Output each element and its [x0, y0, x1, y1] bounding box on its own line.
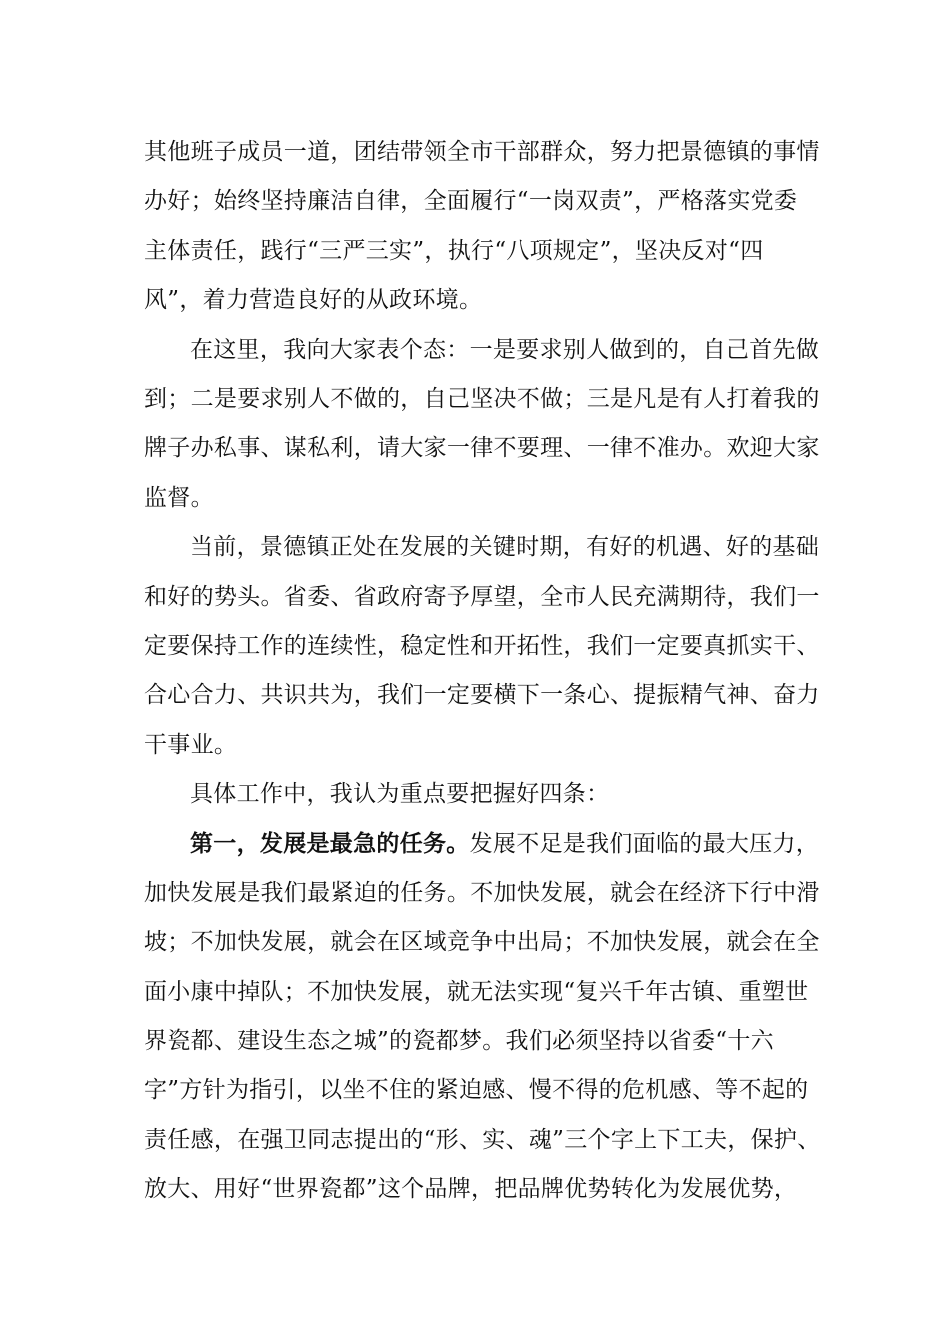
- text-line: 和好的势头。省委、省政府寄予厚望，全市人民充满期待，我们一: [144, 583, 820, 610]
- text-line: 监督。: [144, 484, 214, 511]
- text-line: 主体责任，践行“三严三实”，执行“八项规定”，坚决反对“四: [144, 237, 764, 264]
- paragraph-5: [144, 819, 824, 1214]
- text-line: 到；二是要求别人不做的，自己坚决不做；三是凡是有人打着我的: [144, 385, 820, 412]
- text-line: 责任感，在强卫同志提出的“形、实、魂”三个字上下工夫，保护、: [144, 1126, 821, 1153]
- paragraph-1: [144, 128, 824, 326]
- paragraph-2: [144, 326, 824, 524]
- text-line: 定要保持工作的连续性，稳定性和开拓性，我们一定要真抓实干、: [144, 632, 820, 659]
- text-line: 字”方针为指引，以坐不住的紧迫感、慢不得的危机感、等不起的: [144, 1077, 809, 1104]
- text-line: 加快发展是我们最紧迫的任务。不加快发展，就会在经济下行中滑: [144, 879, 820, 906]
- text-line: 放大、用好“世界瓷都”这个品牌，把品牌优势转化为发展优势，: [144, 1176, 798, 1203]
- text-line: 其他班子成员一道，团结带领全市干部群众，努力把景德镇的事情: [144, 139, 820, 165]
- text-line: 坡；不加快发展，就会在区域竞争中出局；不加快发展，就会在全: [144, 929, 820, 956]
- paragraph-4: [144, 770, 824, 819]
- text-line: 合心合力、共识共为，我们一定要横下一条心、提振精气神、奋力: [144, 682, 820, 709]
- text-line: [144, 819, 824, 868]
- text-line: 风”，着力营造良好的从政环境。: [144, 287, 483, 314]
- text-line: 具体工作中，我认为重点要把握好四条：: [190, 781, 610, 808]
- text-line: 在这里，我向大家表个态：一是要求别人做到的，自己首先做: [190, 336, 820, 363]
- paragraph-3: [144, 523, 824, 770]
- text-line: 办好；始终坚持廉洁自律，全面履行“一岗双责”，严格落实党委: [144, 188, 798, 215]
- text-line: 界瓷都、建设生态之城”的瓷都梦。我们必须坚持以省委“十六: [144, 1028, 774, 1055]
- body-text: [144, 128, 824, 1215]
- text-line: 当前，景德镇正处在发展的关键时期，有好的机遇、好的基础: [190, 534, 820, 561]
- paragraph-lead-rest: 发展不足是我们面临的最大压力，: [469, 831, 820, 858]
- paragraph-lead-bold: 第一，发展是最急的任务。: [190, 830, 470, 858]
- text-line: 面小康中掉队；不加快发展，就无法实现“复兴千年古镇、重塑世: [144, 978, 809, 1005]
- text-line: 干事业。: [144, 731, 238, 758]
- text-line: 牌子办私事、谋私利，请大家一律不要理、一律不准办。欢迎大家: [144, 435, 820, 462]
